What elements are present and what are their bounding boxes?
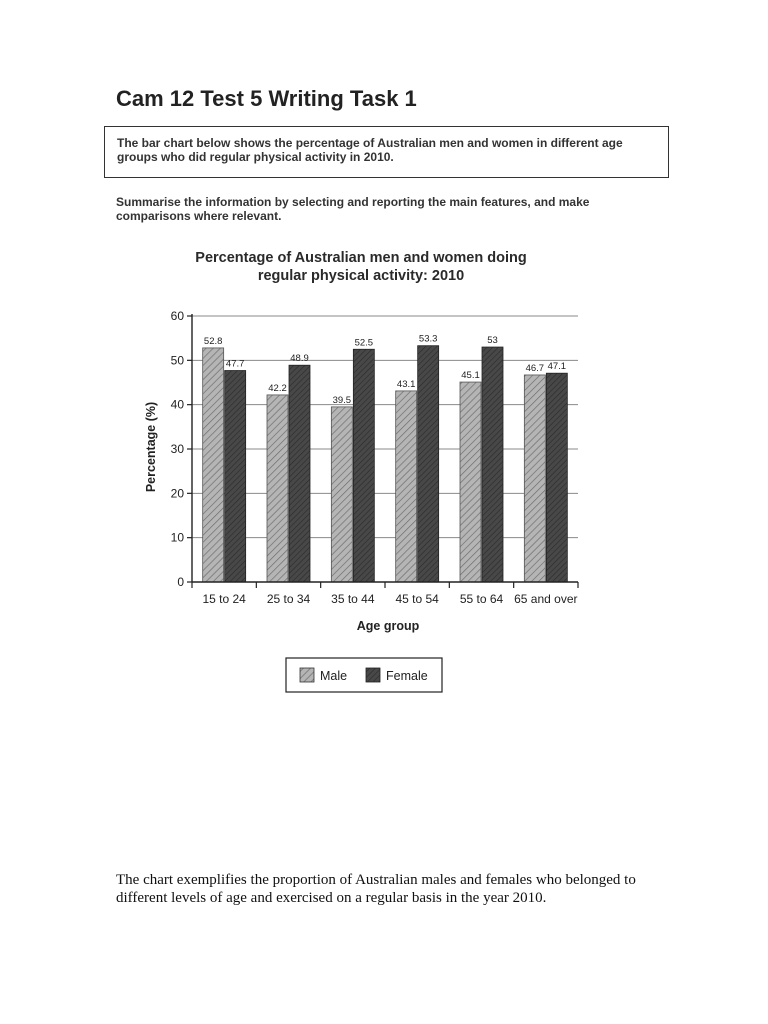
- labels: [202, 334, 577, 606]
- bar-female-2: [289, 365, 310, 582]
- y-tick-label: 20: [170, 486, 184, 501]
- task-prompt-text: The bar chart below shows the percentage of Australian men and women in different age groups who did regular physical activity in 2010.: [117, 136, 623, 164]
- x-category-label: 25 to 34: [266, 592, 311, 606]
- x-category-label: 15 to 24: [202, 592, 246, 606]
- chart-title-line-2: regular physical activity: 2010: [257, 268, 465, 284]
- legend-swatch-female: [366, 668, 380, 682]
- bar-male-3: [331, 407, 352, 582]
- data-label-male-4: 43.1: [396, 378, 416, 390]
- bar-female-1: [225, 371, 246, 582]
- y-axis-title: Percentage (%): [144, 401, 158, 493]
- bar-male-4: [396, 391, 417, 582]
- x-axis-title: Age group: [356, 619, 420, 633]
- essay-introduction: The chart exemplifies the proportion of Australian males and females who belonged to different levels of age and exercised on a regular basis in the year 2010.: [116, 872, 636, 906]
- data-label-female-6: 47.1: [547, 361, 567, 373]
- y-tick-label: 60: [170, 309, 184, 323]
- task-prompt-box: [104, 126, 669, 178]
- bar-male-6: [524, 375, 545, 582]
- bar-male-2: [267, 395, 288, 582]
- bar-female-5: [482, 347, 503, 582]
- bar-female-3: [353, 349, 374, 582]
- bar-male-1: [203, 348, 224, 582]
- bars: [203, 346, 568, 582]
- y-tick-label: 10: [170, 530, 184, 545]
- y-tick-label: 30: [170, 442, 184, 456]
- data-label-female-1: 47.7: [225, 358, 245, 370]
- legend-label-male: Male: [320, 669, 348, 683]
- data-label-male-6: 46.7: [525, 362, 545, 374]
- gridlines: [192, 316, 578, 538]
- data-label-male-1: 52.8: [203, 335, 223, 347]
- data-label-female-2: 48.9: [290, 353, 309, 365]
- bar-female-4: [418, 346, 439, 582]
- data-label-female-5: 53: [487, 335, 498, 347]
- legend: [286, 658, 442, 692]
- data-label-male-2: 42.2: [268, 382, 287, 394]
- data-label-female-3: 52.5: [354, 337, 374, 349]
- task-instruction: Summarise the information by selecting and reporting the main features, and make comparisons where relevant.: [116, 195, 590, 223]
- data-label-female-4: 53.3: [418, 333, 438, 345]
- bar-male-5: [460, 382, 481, 582]
- x-category-label: 35 to 44: [331, 592, 375, 606]
- bar-female-6: [546, 373, 567, 582]
- legend-swatch-male: [300, 668, 314, 682]
- x-category-label: 45 to 54: [395, 592, 439, 606]
- y-tick-label: 0: [177, 575, 184, 589]
- data-label-male-5: 45.1: [461, 370, 480, 382]
- y-tick-label: 40: [170, 397, 184, 412]
- y-tick-label: 50: [170, 353, 184, 368]
- data-label-male-3: 39.5: [332, 394, 352, 406]
- x-category-label: 55 to 64: [459, 592, 504, 606]
- page-title: Cam 12 Test 5 Writing Task 1: [116, 86, 417, 111]
- x-category-label: 65 and over: [514, 592, 578, 606]
- legend-label-female: Female: [386, 669, 428, 683]
- bar-chart: [130, 240, 610, 700]
- chart-title-line-1: Percentage of Australian men and women doing: [195, 250, 527, 266]
